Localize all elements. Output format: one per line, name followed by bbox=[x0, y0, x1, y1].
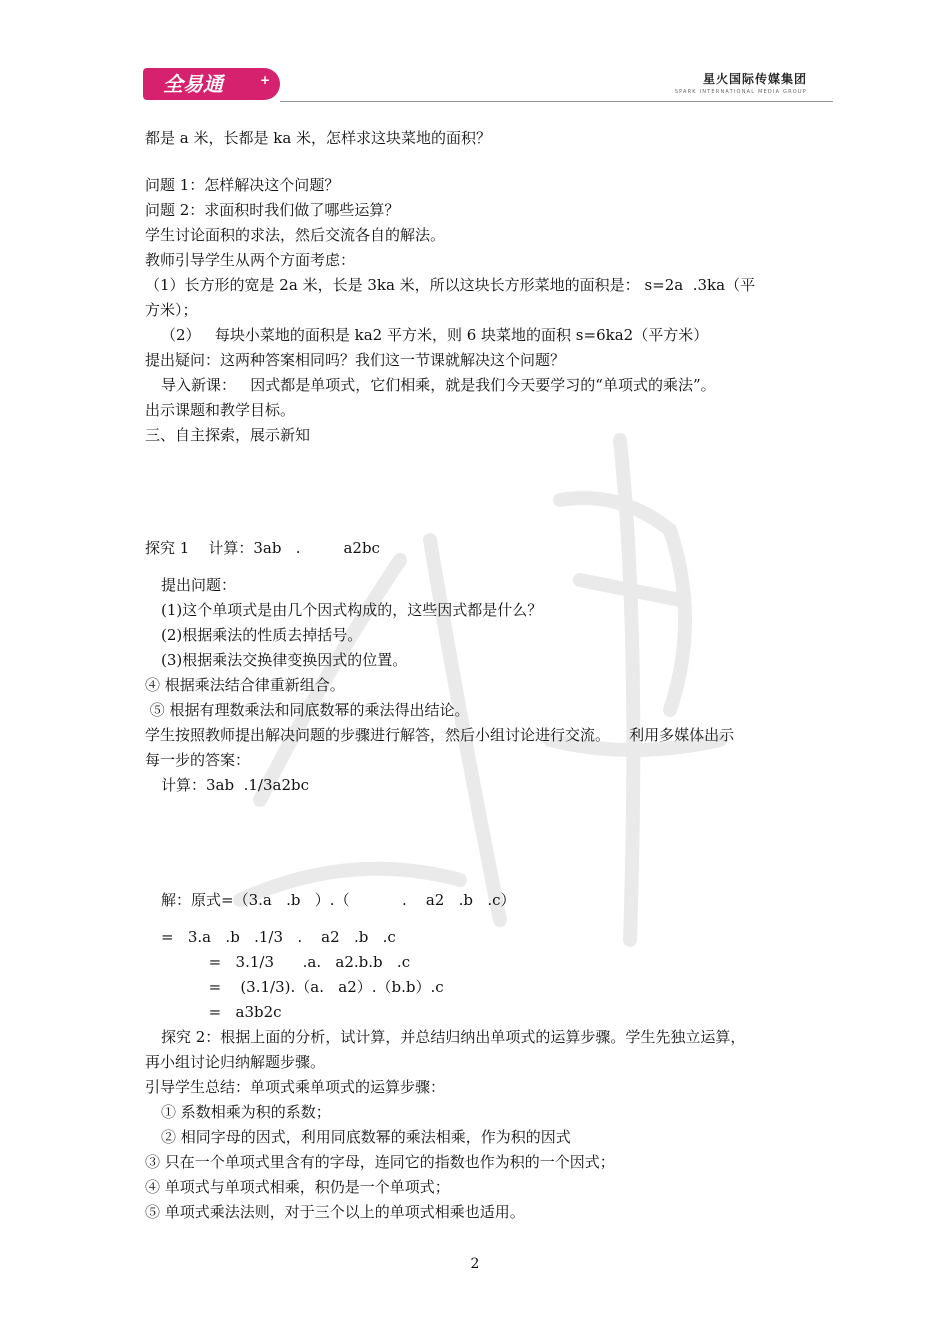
header-divider bbox=[280, 101, 833, 102]
text-line: 学生按照教师提出解决问题的步骤进行解答，然后小组讨论进行交流。 利用多媒体出示 bbox=[145, 726, 735, 744]
publisher-name-en: SPARK INTERNATIONAL MEDIA GROUP bbox=[674, 89, 807, 95]
exploration-1: 探究 1 计算：3ab . a2bc bbox=[145, 539, 380, 557]
list-item: ⑤ 根据有理数乘法和同底数幂的乘法得出结论。 bbox=[145, 701, 470, 719]
list-item: (2)根据乘法的性质去掉括号。 bbox=[161, 626, 363, 644]
text-line: 导入新课： 因式都是单项式，它们相乘，就是我们今天要学习的“单项式的乘法”。 bbox=[161, 376, 716, 394]
solution-line: 解：原式=（3.a .b ）.（ . a2 .b .c） bbox=[161, 891, 516, 909]
document-body bbox=[145, 126, 815, 1225]
text-line: 每一步的答案： bbox=[145, 751, 251, 769]
list-item: ⑤ 单项式乘法法则，对于三个以上的单项式相乘也适用。 bbox=[145, 1203, 525, 1221]
solution-line: = a3b2c bbox=[161, 1003, 282, 1021]
logo-star-icon: + bbox=[259, 73, 270, 87]
text-line: 提出问题： bbox=[161, 576, 237, 594]
text-line: 出示课题和教学目标。 bbox=[145, 401, 296, 419]
list-item: ② 相同字母的因式，利用同底数幂的乘法相乘，作为积的因式 bbox=[161, 1128, 571, 1146]
brand-logo bbox=[143, 68, 280, 100]
text-line: （1）长方形的宽是 2a 米，长是 3ka 米，所以这块长方形菜地的面积是： s=2a .3ka（平 bbox=[145, 276, 756, 294]
text-line: 都是 a 米，长都是 ka 米，怎样求这块菜地的面积？ bbox=[145, 129, 492, 147]
list-item: (1)这个单项式是由几个因式构成的，这些因式都是什么？ bbox=[161, 601, 543, 619]
list-item: ③ 只在一个单项式里含有的字母，连同它的指数也作为积的一个因式； bbox=[145, 1153, 615, 1171]
text-line: 引导学生总结：单项式乘单项式的运算步骤： bbox=[145, 1078, 446, 1096]
publisher-mark bbox=[675, 70, 807, 95]
logo-text: 全易通 bbox=[163, 72, 223, 96]
list-item: ① 系数相乘为积的系数； bbox=[161, 1103, 331, 1121]
text-line: 学生讨论面积的求法，然后交流各自的解法。 bbox=[145, 226, 446, 244]
section-heading: 三、自主探索，展示新知 bbox=[145, 426, 311, 444]
solution-line: = 3.1/3 .a. a2.b.b .c bbox=[161, 953, 411, 971]
text-line: （2） 每块小菜地的面积是 ka2 平方米，则 6 块菜地的面积 s=6ka2（平方米） bbox=[161, 326, 709, 344]
page-header bbox=[0, 0, 950, 110]
question-1: 问题 1：怎样解决这个问题？ bbox=[145, 176, 340, 194]
text-line: 提出疑问：这两种答案相同吗？我们这一节课就解决这个问题？ bbox=[145, 351, 566, 369]
solution-line: = (3.1/3).（a. a2）.（b.b）.c bbox=[161, 978, 444, 996]
exploration-2: 探究 2：根据上面的分析，试计算，并总结归纳出单项式的运算步骤。学生先独立运算， bbox=[161, 1028, 746, 1046]
text-line: 方米）； bbox=[145, 301, 198, 319]
text-line: 教师引导学生从两个方面考虑： bbox=[145, 251, 356, 269]
solution-line: = 3.a .b .1/3 . a2 .b .c bbox=[161, 928, 396, 946]
calc-line: 计算：3ab .1/3a2bc bbox=[161, 776, 310, 794]
publisher-name-cn: 星火国际传媒集团 bbox=[702, 72, 807, 86]
list-item: ④ 单项式与单项式相乘，积仍是一个单项式； bbox=[145, 1178, 450, 1196]
list-item: ④ 根据乘法结合律重新组合。 bbox=[145, 676, 345, 694]
page-number: 2 bbox=[470, 1256, 480, 1272]
text-line: 再小组讨论归纳解题步骤。 bbox=[145, 1053, 326, 1071]
list-item: (3)根据乘法交换律变换因式的位置。 bbox=[161, 651, 408, 669]
question-2: 问题 2：求面积时我们做了哪些运算？ bbox=[145, 201, 400, 219]
